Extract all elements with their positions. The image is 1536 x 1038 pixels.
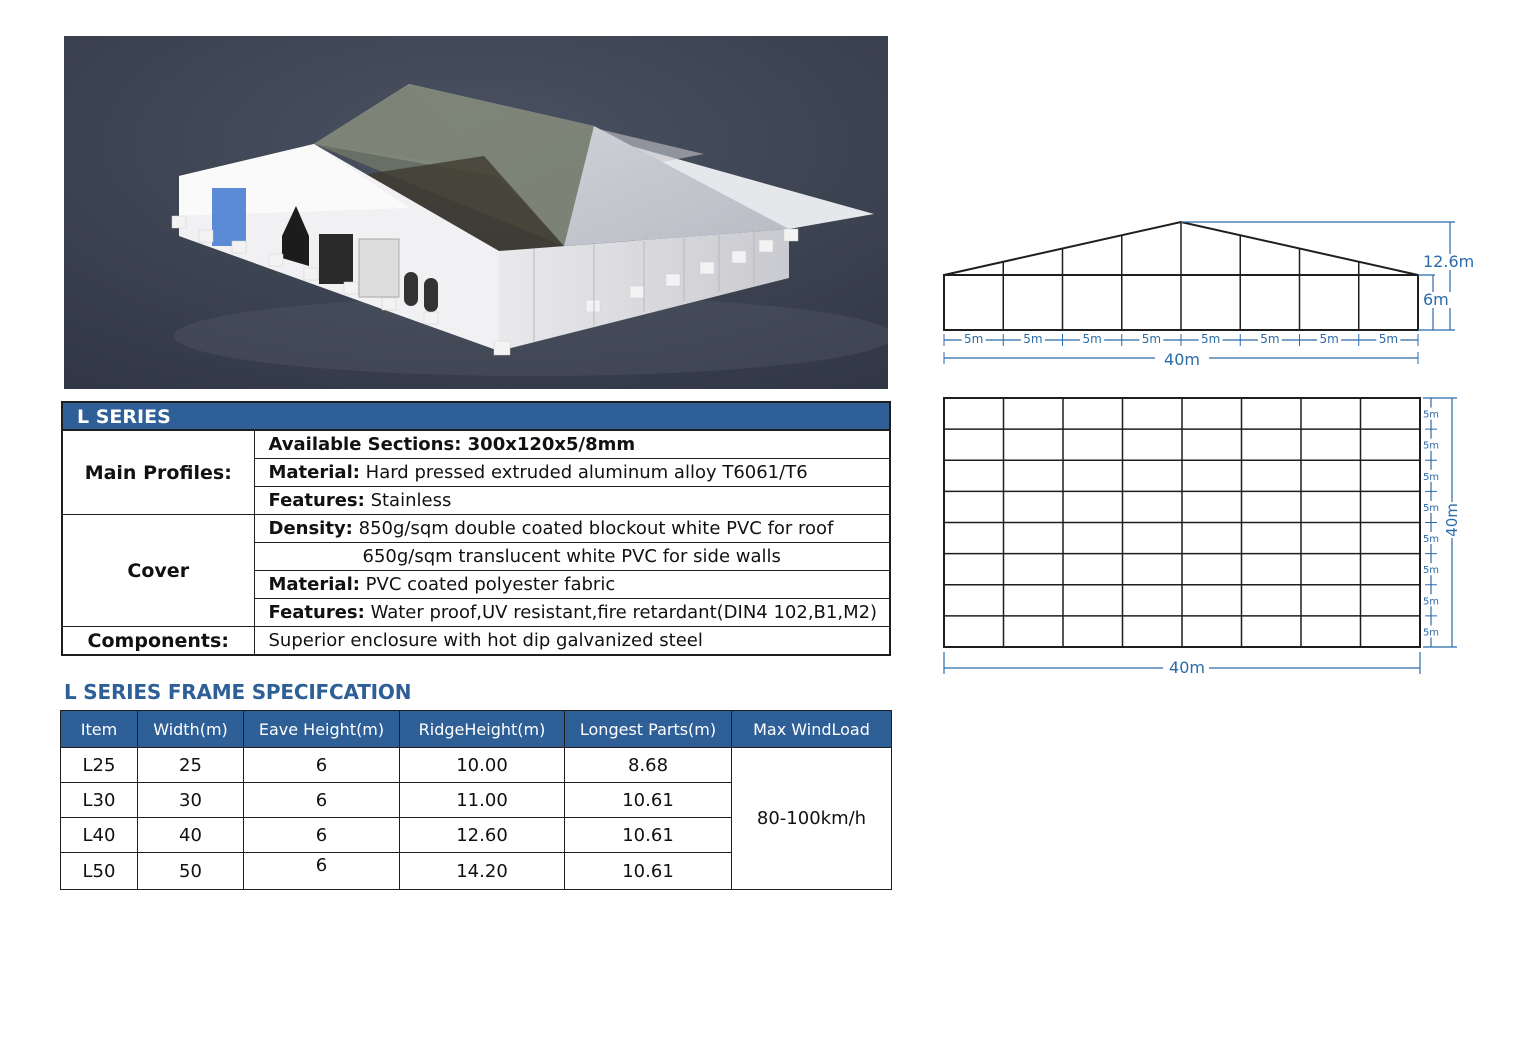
spec-table [61,401,891,656]
elevation-eave-height: 6m [1423,290,1449,309]
cell-width: 50 [138,853,244,890]
cell-longest: 10.61 [565,853,732,890]
cell-longest: 10.61 [565,783,732,818]
elevation-ridge-height: 12.6m [1423,252,1475,271]
elevation-bay-label: 5m [1082,332,1102,346]
table-row [61,748,892,783]
header-ridge-height: RidgeHeight(m) [400,711,565,748]
elevation-bay-label: 5m [1260,332,1280,346]
cell-ridge: 10.00 [400,748,565,783]
elevation-bay-label: 5m [1319,332,1339,346]
frame-spec-table [60,710,892,890]
cover-density: Density: 850g/sqm double coated blockout white PVC for roof [254,515,889,543]
components-value: Superior enclosure with hot dip galvanized steel [254,627,889,655]
cover-features: Features: Water proof,UV resistant,fire retardant(DIN4 102,B1,M2) [254,599,889,627]
plan-bay-label: 5m [1422,596,1440,608]
cell-eave: 6 [244,853,400,890]
elevation-bay-label: 5m [963,332,984,346]
available-sections: Available Sections: 300x120x5/8mm [254,431,889,459]
plan-length: 40m [1169,658,1205,677]
header-item: Item [61,711,138,748]
cell-item: L25 [61,748,138,783]
tent-photo [64,36,888,389]
cell-windload: 80-100km/h [732,748,892,890]
main-profiles-label: Main Profiles: [63,431,254,515]
header-longest-parts: Longest Parts(m) [565,711,732,748]
plan-bay-label: 5m [1422,502,1440,514]
cover-density-2: 650g/sqm translucent white PVC for side walls [254,543,889,571]
cell-eave: 6 [244,818,400,853]
plan-width: 40m [1443,503,1461,537]
profile-material: Material: Hard pressed extruded aluminum alloy T6061/T6 [254,459,889,487]
cell-width: 25 [138,748,244,783]
header-width: Width(m) [138,711,244,748]
cell-longest: 8.68 [565,748,732,783]
elevation-bay-label: 5m [1023,332,1043,346]
plan-bay-label: 5m [1422,565,1440,577]
cover-material: Material: PVC coated polyester fabric [254,571,889,599]
elevation-total-width: 40m [1164,350,1200,369]
profile-features: Features: Stainless [254,487,889,515]
cover-label: Cover [63,515,254,627]
cell-width: 40 [138,818,244,853]
elevation-bay-label: 5m [1141,332,1162,346]
cell-ridge: 14.20 [400,853,565,890]
plan-bay-label: 5m [1422,471,1440,483]
cell-ridge: 12.60 [400,818,565,853]
elevation-bay-label: 5m [1378,332,1399,346]
cell-longest: 10.61 [565,818,732,853]
header-max-windload: Max WindLoad [732,711,892,748]
elevation-drawing [935,212,1495,377]
plan-bay-label: 5m [1422,409,1440,421]
cell-item: L50 [61,853,138,890]
cell-item: L40 [61,818,138,853]
plan-drawing [935,390,1495,680]
elevation-bay-label: 5m [1200,332,1221,346]
plan-bay-label: 5m [1422,534,1440,546]
plan-bay-label: 5m [1422,440,1440,452]
header-eave-height: Eave Height(m) [244,711,400,748]
cell-item: L30 [61,783,138,818]
components-label: Components: [63,627,254,655]
frame-spec-title: L SERIES FRAME SPECIFCATION [64,680,412,704]
spec-title: L SERIES [63,403,889,431]
cell-width: 30 [138,783,244,818]
cell-ridge: 11.00 [400,783,565,818]
cell-eave: 6 [244,748,400,783]
cell-eave: 6 [244,783,400,818]
plan-bay-label: 5m [1422,627,1440,639]
